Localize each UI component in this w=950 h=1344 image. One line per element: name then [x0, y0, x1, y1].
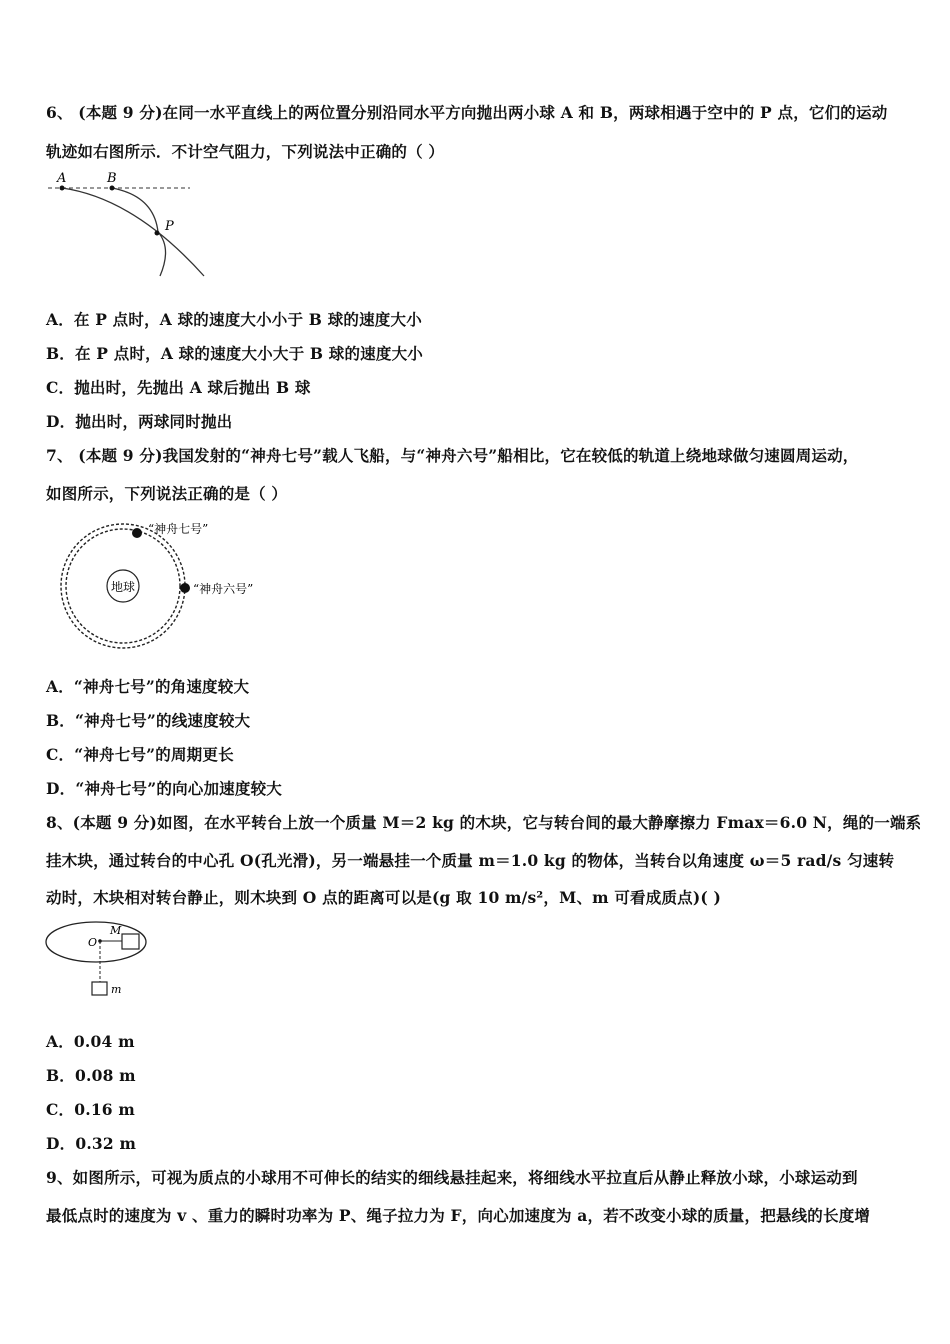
q8-option-c: C．0.16 m: [46, 1100, 135, 1119]
q6-option-c: C．抛出时，先抛出 A 球后抛出 B 球: [46, 378, 311, 397]
q8-stem-line1: 8、(本题 9 分)如图，在水平转台上放一个质量 M＝2 kg 的木块，它与转台间的最大静摩擦力 Fmax＝6.0 N，绳的一端系: [46, 813, 922, 832]
label-a: A: [57, 171, 67, 186]
earth-label: 地球: [111, 580, 136, 594]
q6-option-d: D．抛出时，两球同时抛出: [46, 412, 233, 431]
q7-orbit-figure: [56, 518, 266, 654]
q9-stem-line2: 最低点时的速度为 v 、重力的瞬时功率为 P、绳子拉力为 F，向心加速度为 a，若不改变小球的质量，把悬线的长度增: [46, 1206, 871, 1225]
q6-option-a: A．在 P 点时，A 球的速度大小小于 B 球的速度大小: [46, 310, 422, 329]
label-M: M: [110, 924, 122, 937]
shenzhou7-label: “神舟七号”: [148, 522, 209, 536]
q7-stem-line1: 7、 (本题 9 分)我国发射的“神舟七号”载人飞船，与“神舟六号”船相比，它在较低的轨道上绕地球做匀速圆周运动，: [46, 446, 859, 465]
q7-option-d: D．“神舟七号”的向心加速度较大: [46, 779, 282, 798]
q8-option-a: A．0.04 m: [46, 1032, 135, 1051]
q7-option-c: C．“神舟七号”的周期更长: [46, 745, 234, 764]
block-M: [122, 934, 139, 949]
q6-stem-line1: 6、 (本题 9 分)在同一水平直线上的两位置分别沿同水平方向抛出两小球 A 和 B，两球相遇于空中的 P 点，它们的运动: [46, 103, 888, 122]
label-m: m: [111, 983, 122, 996]
shenzhou6-dot: [180, 583, 190, 593]
q9-stem-line1: 9、如图所示，可视为质点的小球用不可伸长的结实的细线悬挂起来，将细线水平拉直后从静止释放小球，小球运动到: [46, 1168, 858, 1187]
q6-trajectory-figure: [44, 166, 214, 286]
point-p: [155, 231, 160, 236]
q8-turntable-figure: [44, 918, 164, 1002]
q8-stem-line2: 挂木块，通过转台的中心孔 O(孔光滑)，另一端悬挂一个质量 m＝1.0 kg 的物体，当转台以角速度 ω＝5 rad/s 匀速转: [46, 851, 895, 870]
block-m: [92, 982, 107, 995]
point-b: [110, 186, 115, 191]
q7-option-b: B．“神舟七号”的线速度较大: [46, 711, 251, 730]
label-b: B: [107, 171, 117, 186]
label-o: O: [88, 936, 98, 949]
shenzhou6-label: “神舟六号”: [193, 582, 254, 596]
q8-option-d: D．0.32 m: [46, 1134, 137, 1153]
shenzhou7-dot: [132, 528, 142, 538]
point-a: [60, 186, 65, 191]
q8-stem-line3: 动时，木块相对转台静止，则木块到 O 点的距离可以是(g 取 10 m/s²，M、m 可看成质点)( ): [46, 888, 722, 907]
label-p: P: [165, 219, 174, 234]
q7-stem-line2: 如图所示，下列说法正确的是（ ）: [46, 484, 288, 503]
q8-option-b: B．0.08 m: [46, 1066, 136, 1085]
trajectory-a: [62, 188, 204, 276]
q6-option-b: B．在 P 点时，A 球的速度大小大于 B 球的速度大小: [46, 344, 423, 363]
q6-stem-line2: 轨迹如右图所示．不计空气阻力，下列说法中正确的（ ）: [46, 142, 445, 161]
q7-option-a: A．“神舟七号”的角速度较大: [46, 677, 250, 696]
